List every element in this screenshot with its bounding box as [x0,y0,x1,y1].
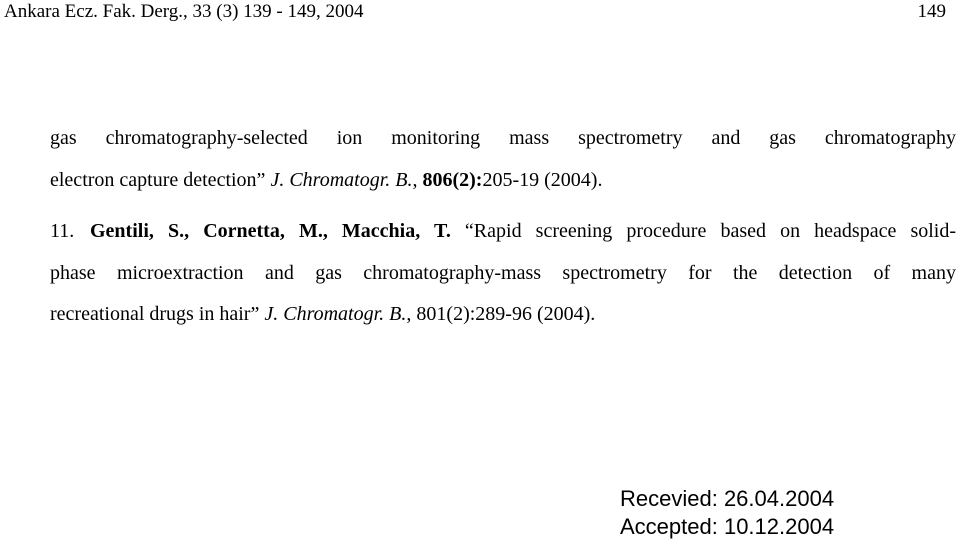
volume-pages-year: , 801(2):289-96 (2004). [406,303,596,325]
reference-11-line-3 [50,301,595,327]
reference-11-line-2: phase microextraction and gas chromatography-mass spectrometry for the detection of many [50,262,956,284]
volume-issue: 806(2): [422,169,483,191]
reference-11-line-1 [50,218,956,244]
reference-authors: Gentili, S., Cornetta, M., Macchia, T. [90,220,451,242]
journal-name: J. Chromatogr. B. [264,303,407,325]
accepted-date: Accepted: 10.12.2004 [620,514,835,539]
separator: , [412,169,423,191]
journal-header: Ankara Ecz. Fak. Derg., 33 (3) 139 - 149, 2004 [4,1,364,22]
reference-text: electron capture detection” [50,169,271,191]
pages-year: 205-19 (2004). [482,169,603,191]
reference-10-line-2 [50,167,602,193]
reference-number: 11. [50,220,75,242]
page-number: 149 [917,1,946,22]
reference-10-line-1: gas chromatography-selected ion monitoring mass spectrometry and gas chromatography [50,127,956,149]
received-date: Recevied: 26.04.2004 [620,486,835,511]
reference-title-start: “Rapid screening procedure based on headspace solid- [450,220,956,242]
journal-name: J. Chromatogr. B. [270,169,413,191]
reference-title-end: recreational drugs in hair” [50,303,265,325]
